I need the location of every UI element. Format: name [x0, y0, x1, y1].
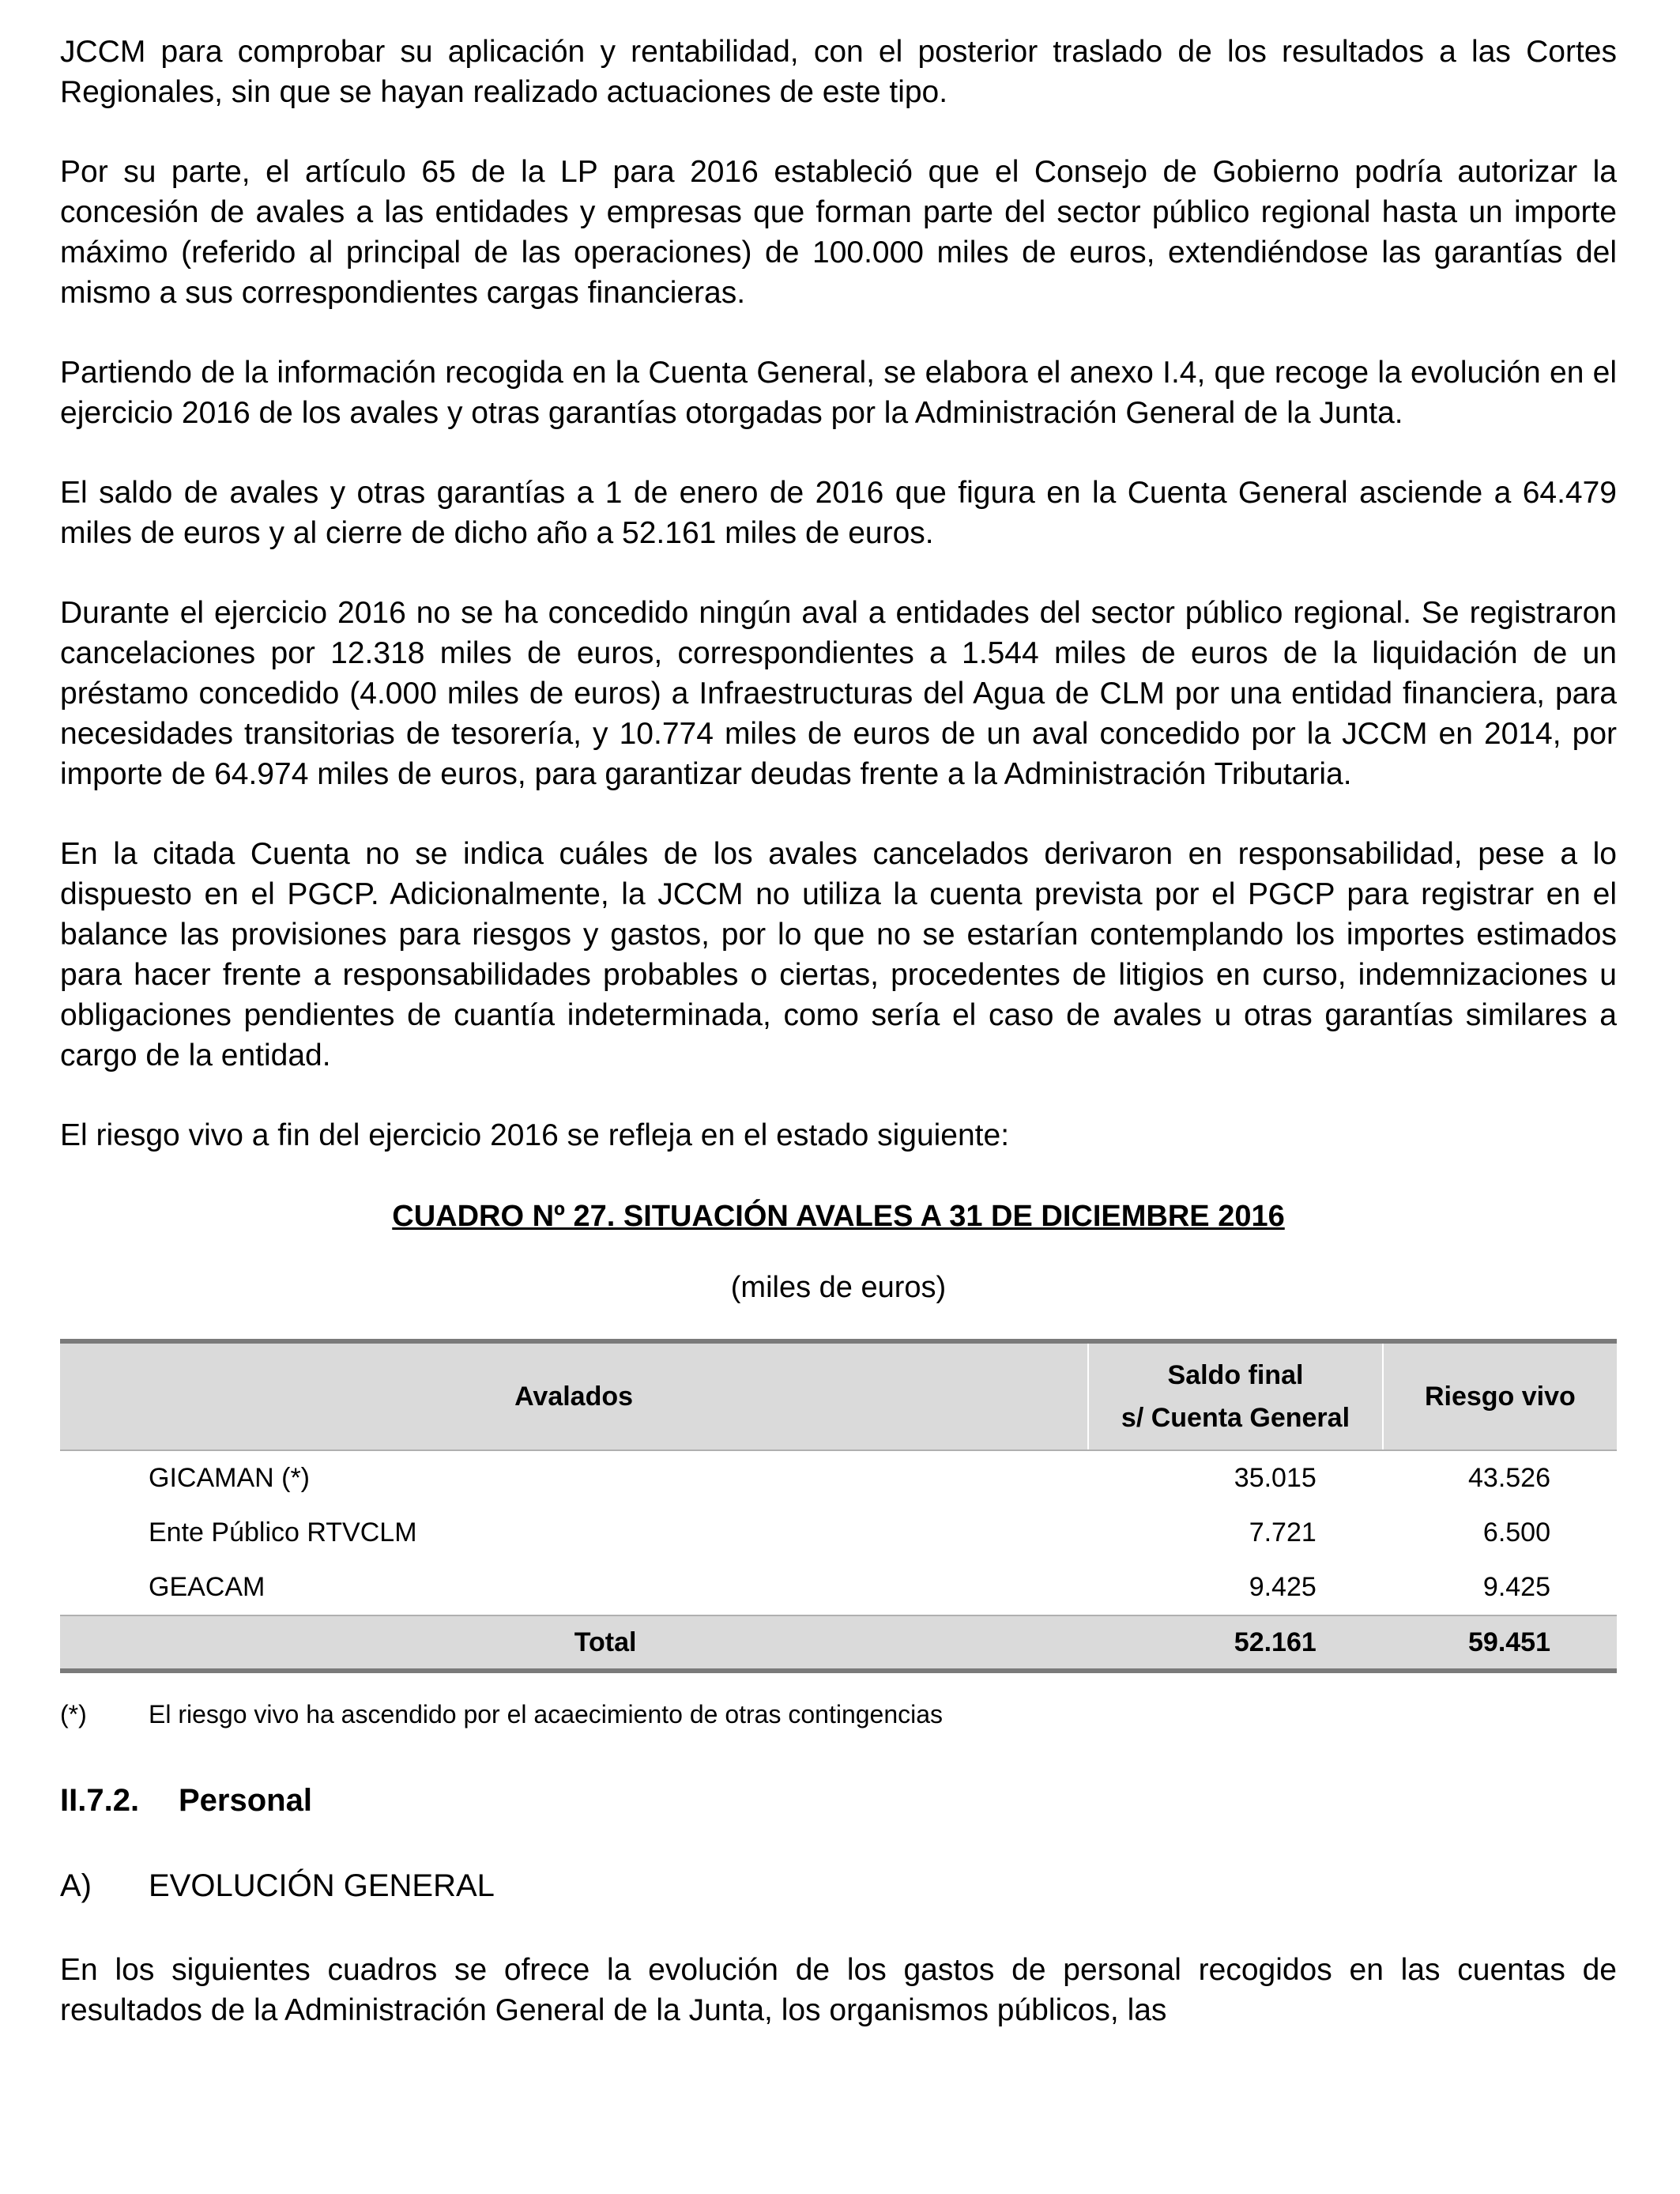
table-total-row	[60, 1615, 1617, 1671]
row-name: GEACAM	[149, 1572, 266, 1602]
paragraph-cancelaciones: Durante el ejercicio 2016 no se ha concedido ningún aval a entidades del sector público regional. Se registraron cancelaciones por 12.318 miles de euros, correspondientes a 1.544 miles de euros de la liquidación de un préstamo concedido (4.000 miles de euros) a Infraestructuras del Agua de CLM por una entidad financiera, para necesidades transitorias de tesorería, y 10.774 miles de euros de un aval concedido por la JCCM en 2014, por importe de 64.974 miles de euros, para garantizar deudas frente a la Administración Tributaria.	[60, 596, 1617, 791]
header-saldo-final	[1088, 1341, 1383, 1450]
row-saldo: 35.015	[1234, 1463, 1317, 1493]
subsection-letter: A)	[60, 1868, 92, 1903]
row-name: Ente Público RTVCLM	[149, 1517, 417, 1547]
paragraph-evolucion: En los siguientes cuadros se ofrece la evolución de los gastos de personal recogidos en las cuentas de resultados de la Administración General de la Junta, los organismos públicos, las	[60, 1953, 1617, 2027]
paragraph-article-65: Por su parte, el artículo 65 de la LP para 2016 estableció que el Consejo de Gobierno podría autorizar la concesión de avales a las entidades y empresas que forman parte del sector público regional hasta un importe máximo (referido al principal de las operaciones) de 100.000 miles de euros, extendiéndose las garantías del mismo a sus correspondientes cargas financieras.	[60, 155, 1617, 310]
row-saldo: 9.425	[1249, 1572, 1317, 1602]
table-row	[60, 1560, 1617, 1615]
header-saldo-line1: Saldo final	[1167, 1360, 1304, 1390]
header-avalados: Avalados	[60, 1341, 1088, 1450]
footnote-mark: (*)	[60, 1700, 87, 1728]
row-riesgo: 9.425	[1482, 1572, 1550, 1602]
table-units: (miles de euros)	[730, 1271, 947, 1304]
row-name: GICAMAN (*)	[149, 1463, 310, 1493]
paragraph-anexo: Partiendo de la información recogida en la Cuenta General, se elabora el anexo I.4, que recoge la evolución en el ejercicio 2016 de los avales y otras garantías otorgadas por la Administración General de la Junta.	[60, 356, 1617, 430]
section-number: II.7.2.	[60, 1783, 140, 1818]
document-page	[60, 32, 1617, 2030]
row-riesgo: 43.526	[1468, 1463, 1550, 1493]
section-heading	[60, 1781, 1617, 1820]
table-row	[60, 1450, 1617, 1506]
subsection-title: EVOLUCIÓN GENERAL	[149, 1868, 495, 1903]
avales-table	[60, 1339, 1617, 1673]
paragraph-saldo: El saldo de avales y otras garantías a 1 de enero de 2016 que figura en la Cuenta General asciende a 64.479 miles de euros y al cierre de dicho año a 52.161 miles de euros.	[60, 476, 1617, 550]
paragraph-riesgo-vivo: El riesgo vivo a fin del ejercicio 2016 se refleja en el estado siguiente:	[60, 1118, 1010, 1152]
header-riesgo-vivo: Riesgo vivo	[1383, 1341, 1617, 1450]
section-title: Personal	[179, 1783, 312, 1818]
table-footnote	[60, 1698, 1617, 1730]
total-saldo: 52.161	[1088, 1615, 1383, 1671]
footnote-text: El riesgo vivo ha ascendido por el acaecimiento de otras contingencias	[149, 1700, 944, 1728]
table-row	[60, 1506, 1617, 1560]
table-header-row	[60, 1341, 1617, 1450]
subsection-heading	[60, 1866, 1617, 1906]
total-label: Total	[60, 1615, 1088, 1671]
header-saldo-line2: s/ Cuenta General	[1121, 1403, 1350, 1433]
table-title: CUADRO Nº 27. SITUACIÓN AVALES A 31 DE DICIEMBRE 2016	[392, 1200, 1285, 1233]
row-riesgo: 6.500	[1482, 1517, 1550, 1547]
paragraph-intro: JCCM para comprobar su aplicación y rentabilidad, con el posterior traslado de los resultados a las Cortes Regionales, sin que se hayan realizado actuaciones de este tipo.	[60, 35, 1617, 109]
paragraph-responsabilidad: En la citada Cuenta no se indica cuáles de los avales cancelados derivaron en responsabilidad, pese a lo dispuesto en el PGCP. Adicionalmente, la JCCM no utiliza la cuenta prevista por el PGCP para registrar en el balance las provisiones para riesgos y gastos, por lo que no se estarían contemplando los importes estimados para hacer frente a responsabilidades probables o ciertas, procedentes de litigios en curso, indemnizaciones u obligaciones pendientes de cuantía indeterminada, como sería el caso de avales u otras garantías similares a cargo de la entidad.	[60, 837, 1617, 1072]
row-saldo: 7.721	[1249, 1517, 1317, 1547]
total-riesgo: 59.451	[1383, 1615, 1617, 1671]
